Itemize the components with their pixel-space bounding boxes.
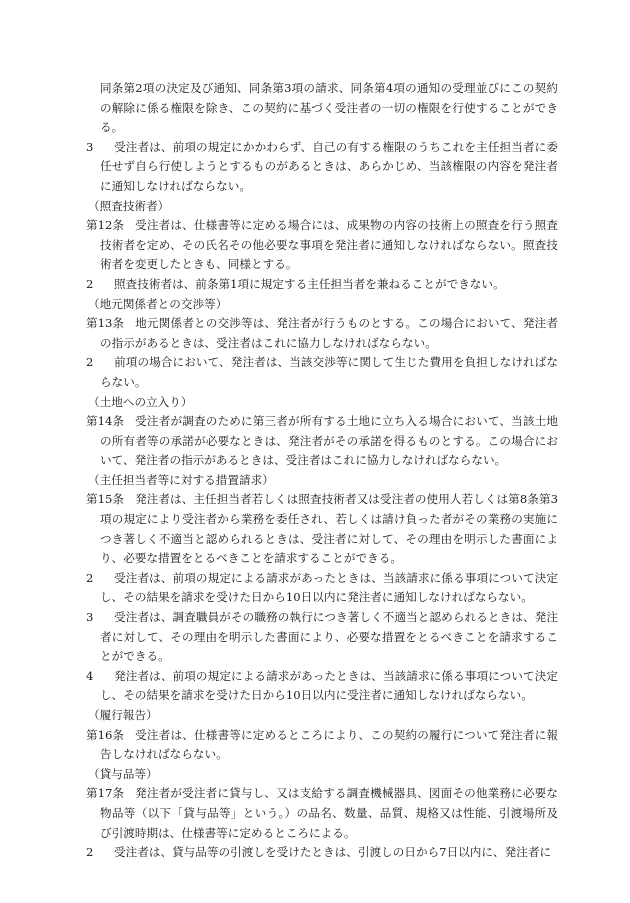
numbered-clause xyxy=(86,843,558,863)
article-paragraph xyxy=(86,726,558,765)
article-caption: （主任担当者等に対する措置請求） xyxy=(88,472,274,487)
clause-text: 受注者は、調査職員がその職務の執行につき著しく不適当と認められるときは、発注者に対して、その理由を明示した書面により、必要な措置をとるべきことを請求することができる。 xyxy=(100,610,558,664)
numbered-clause xyxy=(86,608,558,667)
numbered-clause xyxy=(86,138,558,197)
article-caption: （貸与品等） xyxy=(88,766,158,781)
numbered-clause xyxy=(86,667,558,706)
article-number: 第12条 xyxy=(86,218,125,233)
article-paragraph xyxy=(86,490,558,568)
article-paragraph xyxy=(86,314,558,353)
clause-number: 3 xyxy=(86,610,94,625)
article-paragraph xyxy=(86,216,558,275)
article-text: 地元関係者との交渉等は、発注者が行うものとする。この場合において、発注者の指示があるときは、受注者はこれに協力しなければならない。 xyxy=(100,316,558,350)
article-text: 受注者が調査のために第三者が所有する土地に立ち入る場合において、当該土地の所有者等の承諾が必要なときは、発注者がその承諾を得るものとする。この場合において、発注者の指示があるときは、受注者はこれに協力しなければならない。 xyxy=(100,414,558,468)
article-number: 第17条 xyxy=(86,786,125,801)
clause-number: 3 xyxy=(86,139,94,154)
article-text: 発注者は、主任担当者若しくは照査技術者又は受注者の使用人若しくは第8条第3項の規定により受注者から業務を委任され、若しくは請け負った者がその業務の実施につき著しく不適当と認められるときは、受注者に対して、その理由を明示した書面により、必要な措置をとるべきことを請求することができる。 xyxy=(100,492,558,566)
article-text: 受注者は、仕様書等に定める場合には、成果物の内容の技術上の照査を行う照査技術者を定め、その氏名その他必要な事項を発注者に通知しなければならない。照査技術者を変更したときも、同様とする。 xyxy=(100,218,558,272)
article-paragraph xyxy=(86,412,558,471)
clause-text: 受注者は、前項の規定にかかわらず、自己の有する権限のうちこれを主任担当者に委任せず自ら行使しようとするものがあるときは、あらかじめ、当該権限の内容を発注者に通知しなければならない。 xyxy=(100,139,558,193)
article-caption: （履行報告） xyxy=(88,708,158,722)
clause-text: 前項の場合において、発注者は、当該交渉等に関して生じた費用を負担しなければならない。 xyxy=(100,355,558,389)
clause-number: 2 xyxy=(86,355,94,370)
numbered-clause xyxy=(86,275,558,295)
clause-number: 2 xyxy=(86,276,94,291)
article-number: 第15条 xyxy=(86,492,125,507)
clause-text: 受注者は、貸与品等の引渡しを受けたときは、引渡しの日から7日以内に、発注者に xyxy=(114,845,552,860)
clause-number: 2 xyxy=(86,570,94,585)
article-number: 第13条 xyxy=(86,316,125,331)
clause-number: 4 xyxy=(86,668,94,683)
article-caption: （地元関係者との交渉等） xyxy=(88,296,228,311)
article-number: 第14条 xyxy=(86,414,125,429)
clause-text: 照査技術者は、前条第1項に規定する主任担当者を兼ねることができない。 xyxy=(114,276,505,291)
paragraph-text: 同条第2項の決定及び通知、同条第3項の請求、同条第4項の通知の受理並びにこの契約の解除に係る権限を除き、この契約に基づく受注者の一切の権限を行使することができる。 xyxy=(100,81,558,135)
article-caption: （土地への立入り） xyxy=(88,394,193,409)
clause-text: 発注者は、前項の規定による請求があったときは、当該請求に係る事項について決定し、その結果を請求を受けた日から10日以内に受注者に通知しなければならない。 xyxy=(100,668,558,703)
article-paragraph xyxy=(86,784,558,843)
article-number: 第16条 xyxy=(86,727,125,742)
clause-number: 2 xyxy=(86,845,94,860)
article-text: 受注者は、仕様書等に定めるところにより、この契約の履行について発注者に報告しなければならない。 xyxy=(100,727,558,762)
article-text: 発注者が受注者に貸与し、又は支給する調査機械器具、図面その他業務に必要な物品等（以下「貸与品等」という。）の品名、数量、品質、規格又は性能、引渡場所及び引渡時期は、仕様書等に定めるところによる。 xyxy=(100,786,558,840)
continued-paragraph xyxy=(86,79,558,138)
numbered-clause xyxy=(86,353,558,392)
article-caption: （照査技術者） xyxy=(88,198,170,213)
numbered-clause xyxy=(86,569,558,608)
contract-body-text xyxy=(86,79,558,863)
clause-text: 受注者は、前項の規定による請求があったときは、当該請求に係る事項について決定し、その結果を請求を受けた日から10日以内に発注者に通知しなければならない。 xyxy=(100,570,558,605)
